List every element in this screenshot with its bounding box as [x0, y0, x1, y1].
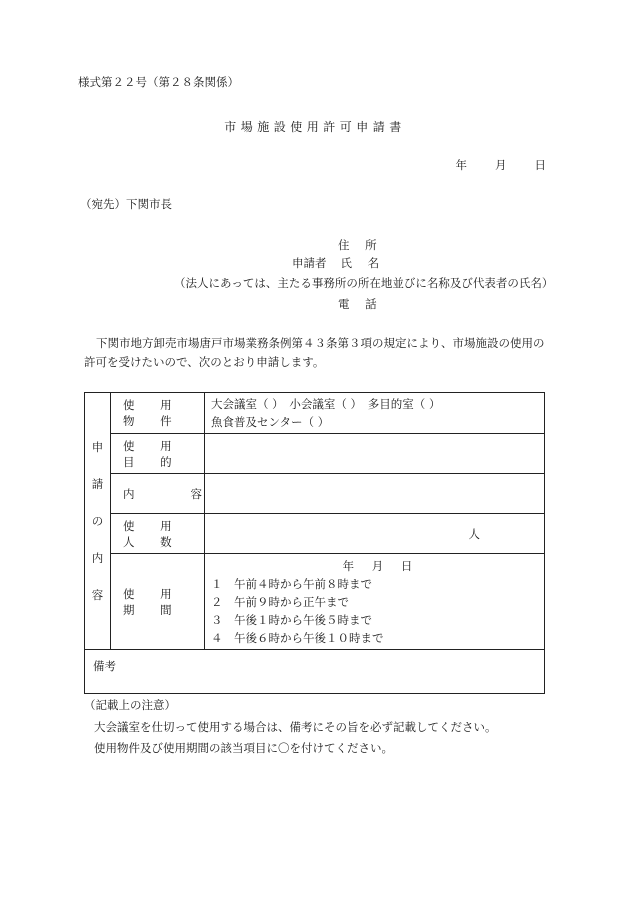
- period-field[interactable]: [205, 554, 545, 650]
- section-char: 内: [91, 550, 104, 565]
- facility-options-line1: 大会議室（ ） 小会議室（ ） 多目的室（ ）: [211, 397, 441, 411]
- content-label: [111, 474, 205, 514]
- applicant-name-line: [292, 255, 385, 271]
- period-label: 使 用 期 間: [111, 554, 205, 650]
- request-statement: 下関市地方卸売市場唐戸市場業務条例第４３条第３項の規定により、市場施設の使用の許可を受けたいので、次のとおり申請します。: [84, 336, 545, 369]
- people-field[interactable]: [205, 514, 545, 554]
- period-option: ３ 午後１時から午後５時まで: [211, 612, 372, 627]
- facility-label: 使 用 物 件: [111, 393, 205, 434]
- addressee: （宛先）下関市長: [80, 197, 172, 211]
- purpose-label: 使 用 目 的: [111, 434, 205, 474]
- document-title: 市場施設使用許可申請書: [224, 120, 406, 134]
- applicant-role-label: 申請者: [292, 256, 327, 270]
- note-item: 大会議室を仕切って使用する場合は、備考にその旨を必ず記載してください。: [94, 720, 497, 734]
- remarks-field[interactable]: [85, 650, 545, 694]
- date-day: 日: [534, 158, 546, 172]
- applicant-name-label: 氏 名: [340, 256, 386, 270]
- form-number: 様式第２２号（第２８条関係）: [78, 75, 239, 89]
- content-label-b: 容: [190, 486, 202, 501]
- period-option: ２ 午前９時から正午まで: [211, 594, 349, 609]
- date-month: 月: [495, 158, 507, 172]
- notes-heading: （記載上の注意）: [84, 698, 176, 712]
- section-char: 申: [91, 439, 104, 454]
- corporate-note: （法人にあっては、主たる事務所の所在地並びに名称及び代表者の氏名）: [174, 276, 554, 290]
- period-date-line: 年 月 日: [342, 558, 413, 573]
- section-char: 容: [91, 587, 104, 602]
- note-item: 使用物件及び使用期間の該当項目に〇を付けてください。: [94, 741, 393, 755]
- section-char: 請: [91, 476, 104, 491]
- applicant-phone-label: 電 話: [338, 297, 383, 311]
- section-label-vertical: [85, 393, 111, 650]
- content-label-a: 内: [123, 486, 135, 501]
- purpose-field[interactable]: [205, 434, 545, 474]
- date-year: 年: [455, 158, 467, 172]
- period-option: １ 午前４時から午前８時まで: [211, 576, 372, 591]
- content-field[interactable]: [205, 474, 545, 514]
- remarks-label: 備考: [93, 659, 116, 673]
- people-unit: 人: [468, 526, 480, 541]
- facility-value[interactable]: [205, 393, 545, 434]
- application-table: [84, 392, 545, 694]
- applicant-address-label: 住 所: [338, 238, 383, 252]
- period-option: ４ 午後６時から午後１０時まで: [211, 630, 384, 645]
- section-char: の: [91, 513, 104, 528]
- facility-options-line2: 魚食普及センター（ ）: [211, 415, 330, 429]
- people-label: 使 用 人 数: [111, 514, 205, 554]
- date-line: [456, 157, 547, 173]
